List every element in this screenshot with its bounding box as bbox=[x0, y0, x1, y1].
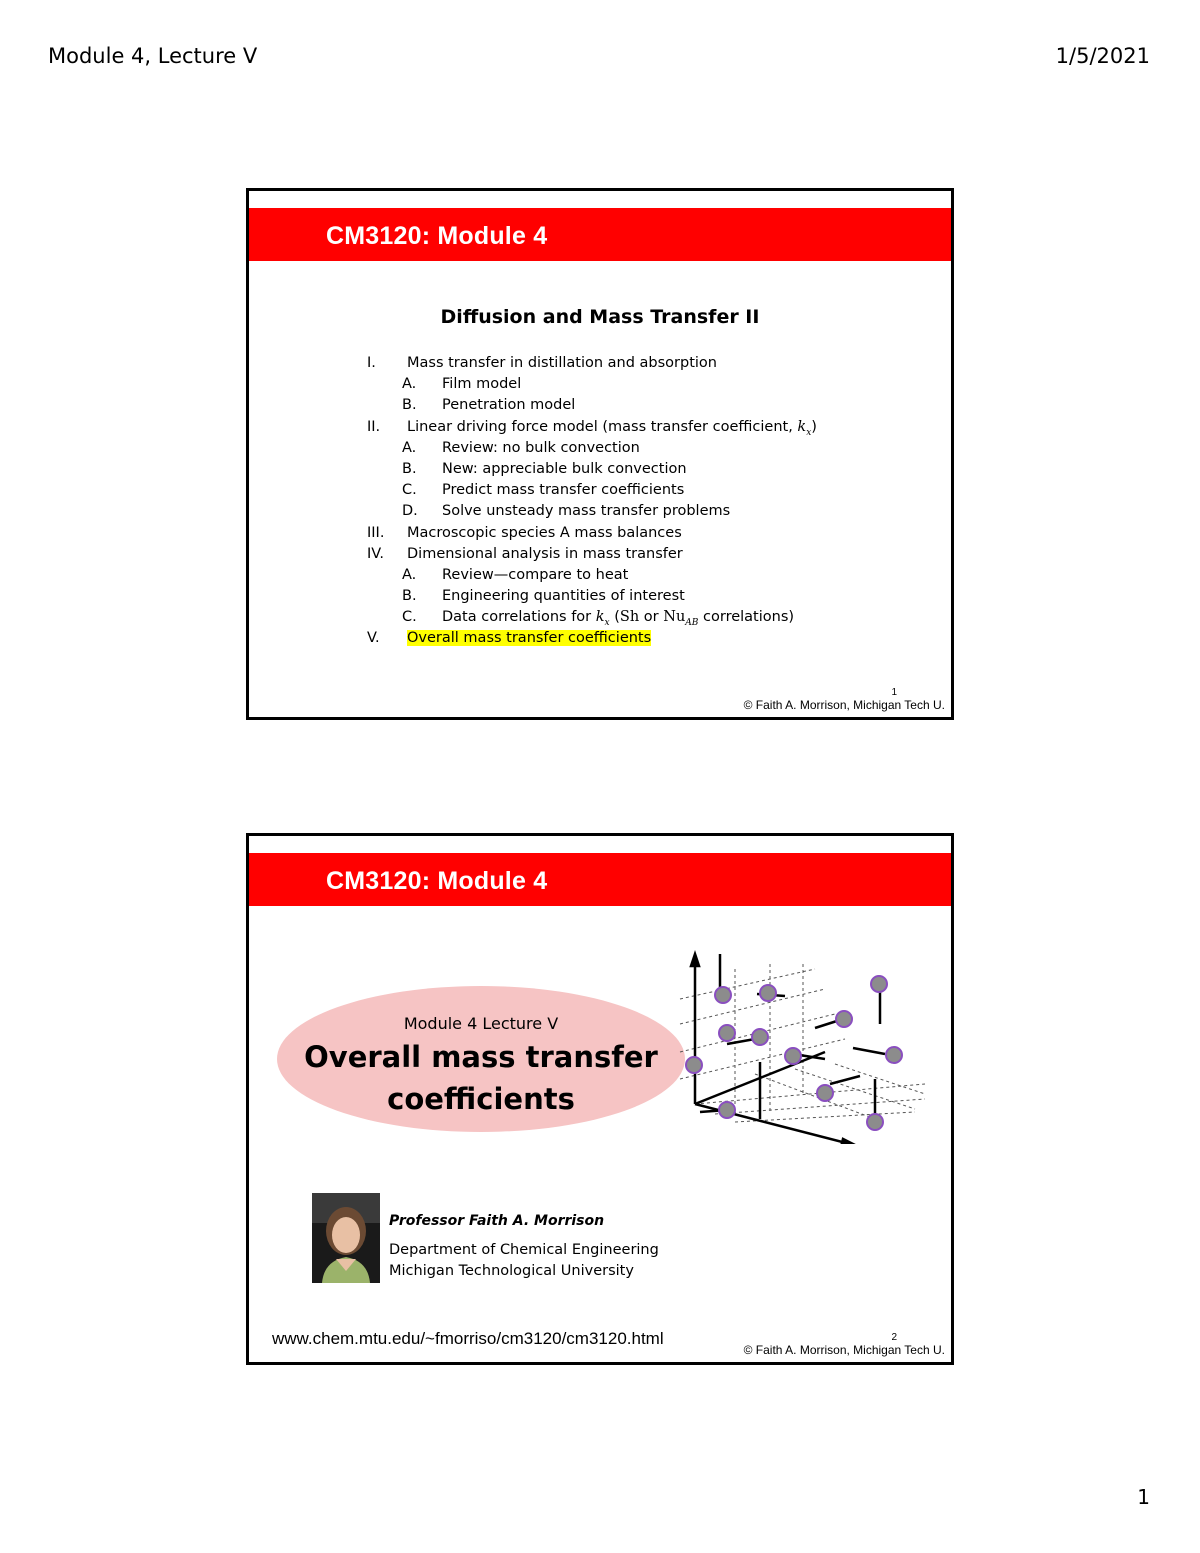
lecture-title bbox=[249, 1036, 713, 1120]
copyright-footer: © Faith A. Morrison, Michigan Tech U. bbox=[743, 698, 945, 712]
copyright-footer: © Faith A. Morrison, Michigan Tech U. bbox=[743, 1343, 945, 1357]
math-subscript: x bbox=[604, 618, 610, 629]
professor-name: Professor Faith A. Morrison bbox=[389, 1213, 605, 1229]
slide-title: CM3120: Module 4 bbox=[326, 867, 548, 895]
header-left: Module 4, Lecture V bbox=[48, 44, 258, 68]
outline-text: Penetration model bbox=[442, 397, 576, 414]
slide-title: CM3120: Module 4 bbox=[326, 222, 548, 250]
outline-text-group bbox=[442, 609, 794, 628]
outline-text-group bbox=[407, 419, 817, 438]
header-date: 1/5/2021 bbox=[1055, 44, 1150, 68]
outline-text-end: correlations) bbox=[698, 609, 795, 626]
outline-number: B. bbox=[402, 460, 417, 477]
outline-text: Solve unsteady mass transfer problems bbox=[442, 503, 731, 520]
outline-number: C. bbox=[402, 609, 417, 626]
outline-number: III. bbox=[367, 524, 385, 541]
outline-number: II. bbox=[367, 418, 381, 435]
university: Michigan Technological University bbox=[389, 1263, 634, 1279]
outline-number: A. bbox=[402, 566, 417, 583]
math-symbol: k bbox=[797, 418, 807, 435]
topic-title: Diffusion and Mass Transfer II bbox=[440, 306, 760, 328]
outline-text: Mass transfer in distillation and absorption bbox=[407, 355, 717, 371]
outline-text: Data correlations for bbox=[442, 609, 596, 626]
math-nu: Nu bbox=[663, 609, 686, 626]
professor-photo bbox=[312, 1193, 380, 1283]
outline-text: Macroscopic species A mass balances bbox=[407, 524, 682, 541]
outline-text: Linear driving force model (mass transfer coefficient, bbox=[407, 418, 798, 435]
math-symbol: k bbox=[595, 609, 605, 626]
outline-number: I. bbox=[367, 355, 376, 371]
slide-2 bbox=[246, 833, 954, 1365]
outline-text: New: appreciable bulk convection bbox=[442, 460, 687, 477]
outline-text: Film model bbox=[442, 376, 522, 393]
outline-text-or: or bbox=[639, 609, 664, 626]
outline-text: Engineering quantities of interest bbox=[442, 588, 685, 605]
outline-number: C. bbox=[402, 482, 417, 499]
math-sh: Sh bbox=[619, 609, 640, 626]
outline-number: IV. bbox=[367, 545, 384, 562]
lecture-label: Module 4 Lecture V bbox=[403, 1014, 559, 1033]
slide-number: 2 bbox=[891, 1332, 897, 1343]
outline-text-mid: ( bbox=[609, 609, 620, 626]
department: Department of Chemical Engineering bbox=[389, 1242, 659, 1258]
outline-text-end: ) bbox=[811, 418, 817, 435]
outline-text-highlighted: Overall mass transfer coefficients bbox=[407, 630, 652, 647]
title-band bbox=[249, 853, 951, 906]
outline-number: D. bbox=[402, 503, 418, 520]
outline-text: Review—compare to heat bbox=[442, 566, 629, 583]
outline-text: Dimensional analysis in mass transfer bbox=[407, 545, 683, 562]
outline-text: Review: no bulk convection bbox=[442, 439, 640, 456]
page-number: 1 bbox=[1137, 1485, 1150, 1509]
title-band bbox=[249, 208, 951, 261]
lecture-title-line-1: Overall mass transfer bbox=[304, 1040, 658, 1074]
outline-number: V. bbox=[367, 630, 380, 647]
outline-text: Predict mass transfer coefficients bbox=[442, 482, 685, 499]
outline-number: B. bbox=[402, 588, 417, 605]
lecture-title-line-2: coefficients bbox=[387, 1082, 575, 1116]
outline-number: B. bbox=[402, 397, 417, 414]
math-subscript: x bbox=[806, 427, 812, 438]
3d-scatter-graphic bbox=[675, 944, 931, 1144]
slide-number: 1 bbox=[891, 687, 897, 698]
slide-1 bbox=[246, 188, 954, 720]
math-subscript: AB bbox=[685, 618, 699, 629]
outline-number: A. bbox=[402, 439, 417, 456]
course-url[interactable]: www.chem.mtu.edu/~fmorriso/cm3120/cm3120.html bbox=[272, 1329, 664, 1348]
outline-number: A. bbox=[402, 376, 417, 393]
